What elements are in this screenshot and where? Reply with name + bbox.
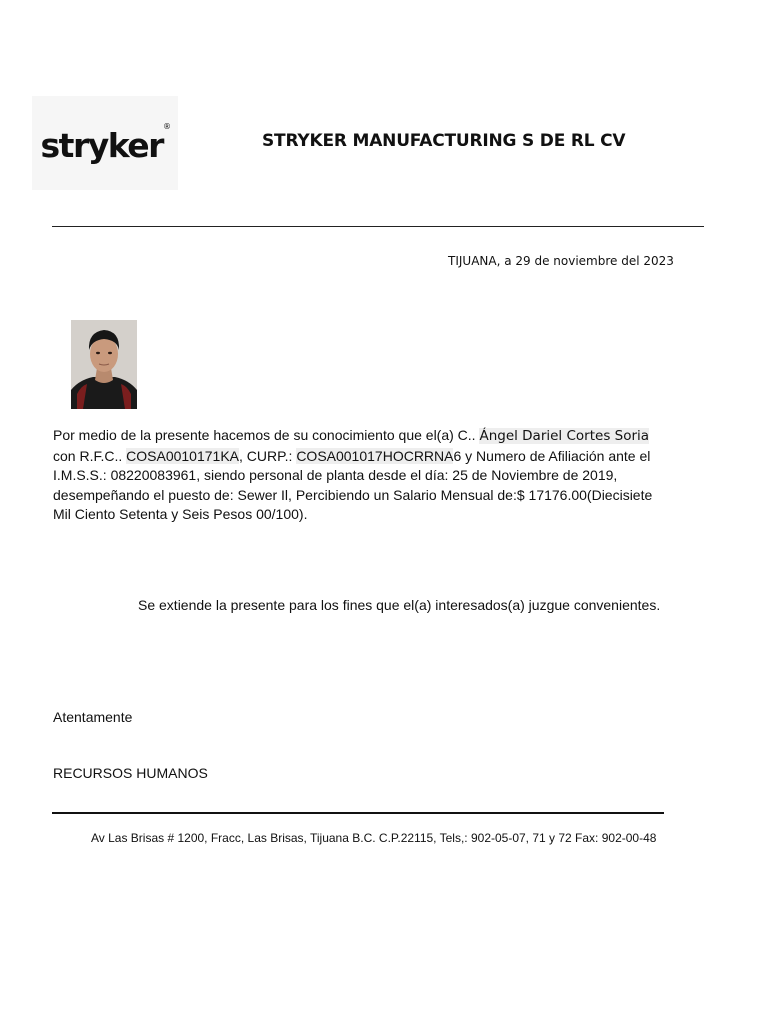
curp-value: COSA001017HOCRRNA [296, 447, 454, 464]
purpose-statement: Se extiende la presente para los fines que el(a) interesados(a) juzgue convenientes. [138, 597, 661, 613]
header-divider [52, 226, 704, 227]
employee-name: Ángel Dariel Cortes Soria [479, 428, 650, 444]
certification-paragraph [53, 426, 668, 525]
curp-label: , CURP.: [239, 447, 297, 464]
registered-mark: ® [162, 121, 170, 131]
date-line: TIJUANA, a 29 de noviembre del 2023 [448, 254, 674, 268]
intro-text: Por medio de la presente hacemos de su conocimiento que el(a) C.. [53, 427, 480, 443]
closing-salutation: Atentamente [53, 709, 133, 725]
logo-wordmark: stryker® [40, 121, 170, 165]
rfc-value: COSA0010171KA [126, 447, 239, 464]
company-logo [32, 96, 178, 190]
employee-photo [71, 320, 137, 409]
footer-address: Av Las Brisas # 1200, Fracc, Las Brisas, Tijuana B.C. C.P.22115, Tels,: 902-05-07, 71 y 72 Fax: 902-00-48 [91, 831, 657, 845]
rfc-label: con R.F.C.. [53, 447, 127, 464]
footer-divider [52, 812, 664, 814]
employment-details: 6 y Numero de Afiliación ante el I.M.S.S.: 08220083961, siendo personal de planta desde el día: 25 de Noviembre de 2019, desempeñando el puesto de: Sewer Il, Percibiendo un Salario Mensual de:$ 17176.00(Diecisiete Mil Ciento Setenta y Seis Pesos 00/100). [53, 447, 653, 522]
company-title: STRYKER MANUFACTURING S DE RL CV [262, 131, 626, 151]
signature-department: RECURSOS HUMANOS [53, 765, 208, 781]
